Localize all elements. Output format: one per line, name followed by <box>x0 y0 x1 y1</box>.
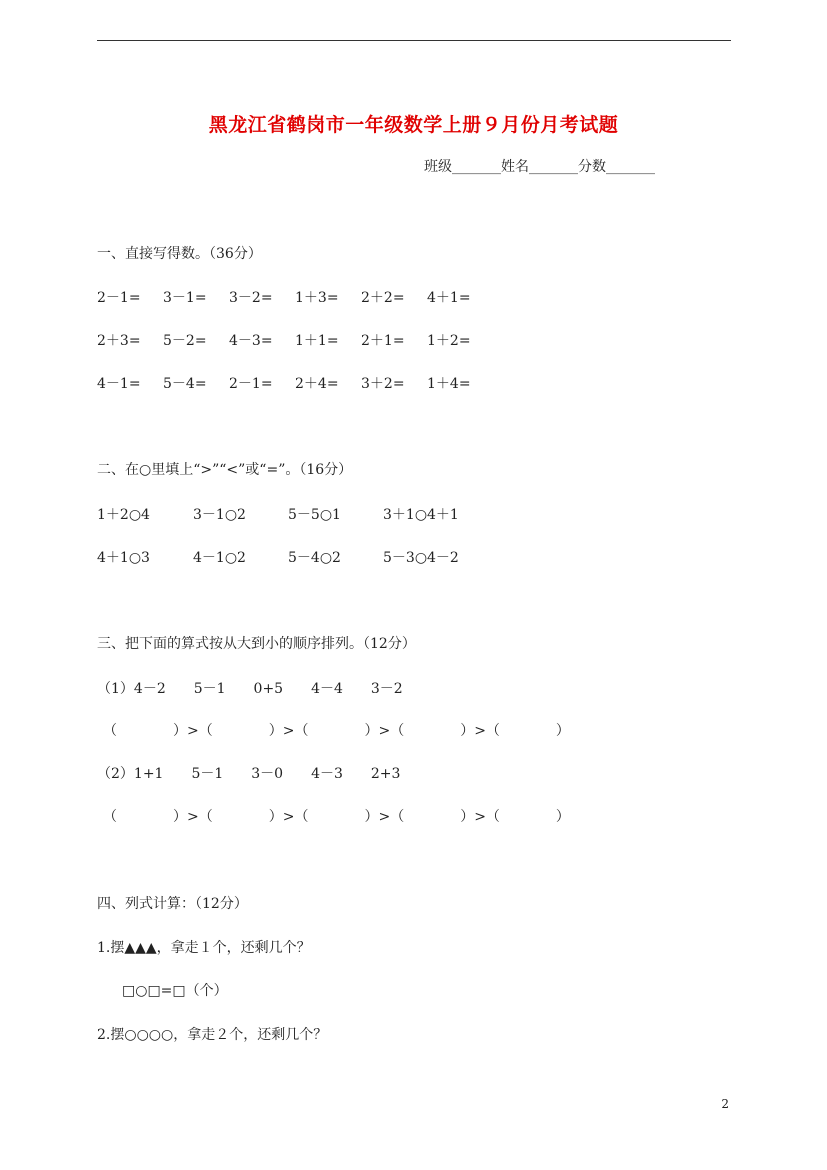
problem: 1＋3= <box>295 290 339 306</box>
section-1-heading: 一、直接写得数。（36分） <box>97 246 262 262</box>
problem: 4－1= <box>97 376 141 392</box>
header-rule <box>97 40 731 41</box>
student-info-line: 班级_______姓名_______分数_______ <box>424 159 655 175</box>
section-4-heading: 四、列式计算：（12分） <box>97 896 248 912</box>
problem: 2－1= <box>97 290 141 306</box>
answer-template-1: □○□=□（个） <box>122 983 228 999</box>
document-title: 黑龙江省鹤岗市一年级数学上册９月份月考试题 <box>208 114 619 136</box>
problem: 2＋4= <box>295 376 339 392</box>
comparison: 3－1○2 <box>193 507 246 523</box>
section-3-heading: 三、把下面的算式按从大到小的顺序排列。（12分） <box>97 636 416 652</box>
problem: 2＋3= <box>97 333 141 349</box>
comparison: 4－1○2 <box>193 550 246 566</box>
problem: 2＋1= <box>361 333 405 349</box>
comparison: 3＋1○4＋1 <box>383 507 459 523</box>
ordering-question-2: （2）1+1 5－1 3－0 4－3 2+3 <box>97 766 401 782</box>
problem: 1＋1= <box>295 333 339 349</box>
comparison: 5－4○2 <box>288 550 341 566</box>
problem: 1＋4= <box>427 376 471 392</box>
problem: 3－1= <box>163 290 207 306</box>
problem: 3－2= <box>229 290 273 306</box>
problem: 3＋2= <box>361 376 405 392</box>
comparison: 5－3○4－2 <box>383 550 459 566</box>
problem: 5－2= <box>163 333 207 349</box>
comparison: 1＋2○4 <box>97 507 150 523</box>
word-problem-1: 1.摆▲▲▲，拿走１个，还剩几个？ <box>97 940 311 956</box>
ordering-blanks-1: （ ）>（ ）>（ ）>（ ）>（ ） <box>103 723 570 739</box>
problem: 2－1= <box>229 376 273 392</box>
section-2-heading: 二、在○里填上“>”“<”或“=”。（16分） <box>97 462 353 478</box>
word-problem-2: 2.摆○○○○，拿走２个，还剩几个？ <box>97 1027 328 1043</box>
comparison: 5－5○1 <box>288 507 341 523</box>
page-number: 2 <box>721 1097 729 1111</box>
ordering-question-1: （1）4－2 5－1 0+5 4－4 3－2 <box>97 681 403 697</box>
problem: 4－3= <box>229 333 273 349</box>
ordering-blanks-2: （ ）>（ ）>（ ）>（ ）>（ ） <box>103 809 570 825</box>
comparison: 4＋1○3 <box>97 550 150 566</box>
problem: 1＋2= <box>427 333 471 349</box>
problem: 4＋1= <box>427 290 471 306</box>
problem: 5－4= <box>163 376 207 392</box>
problem: 2＋2= <box>361 290 405 306</box>
